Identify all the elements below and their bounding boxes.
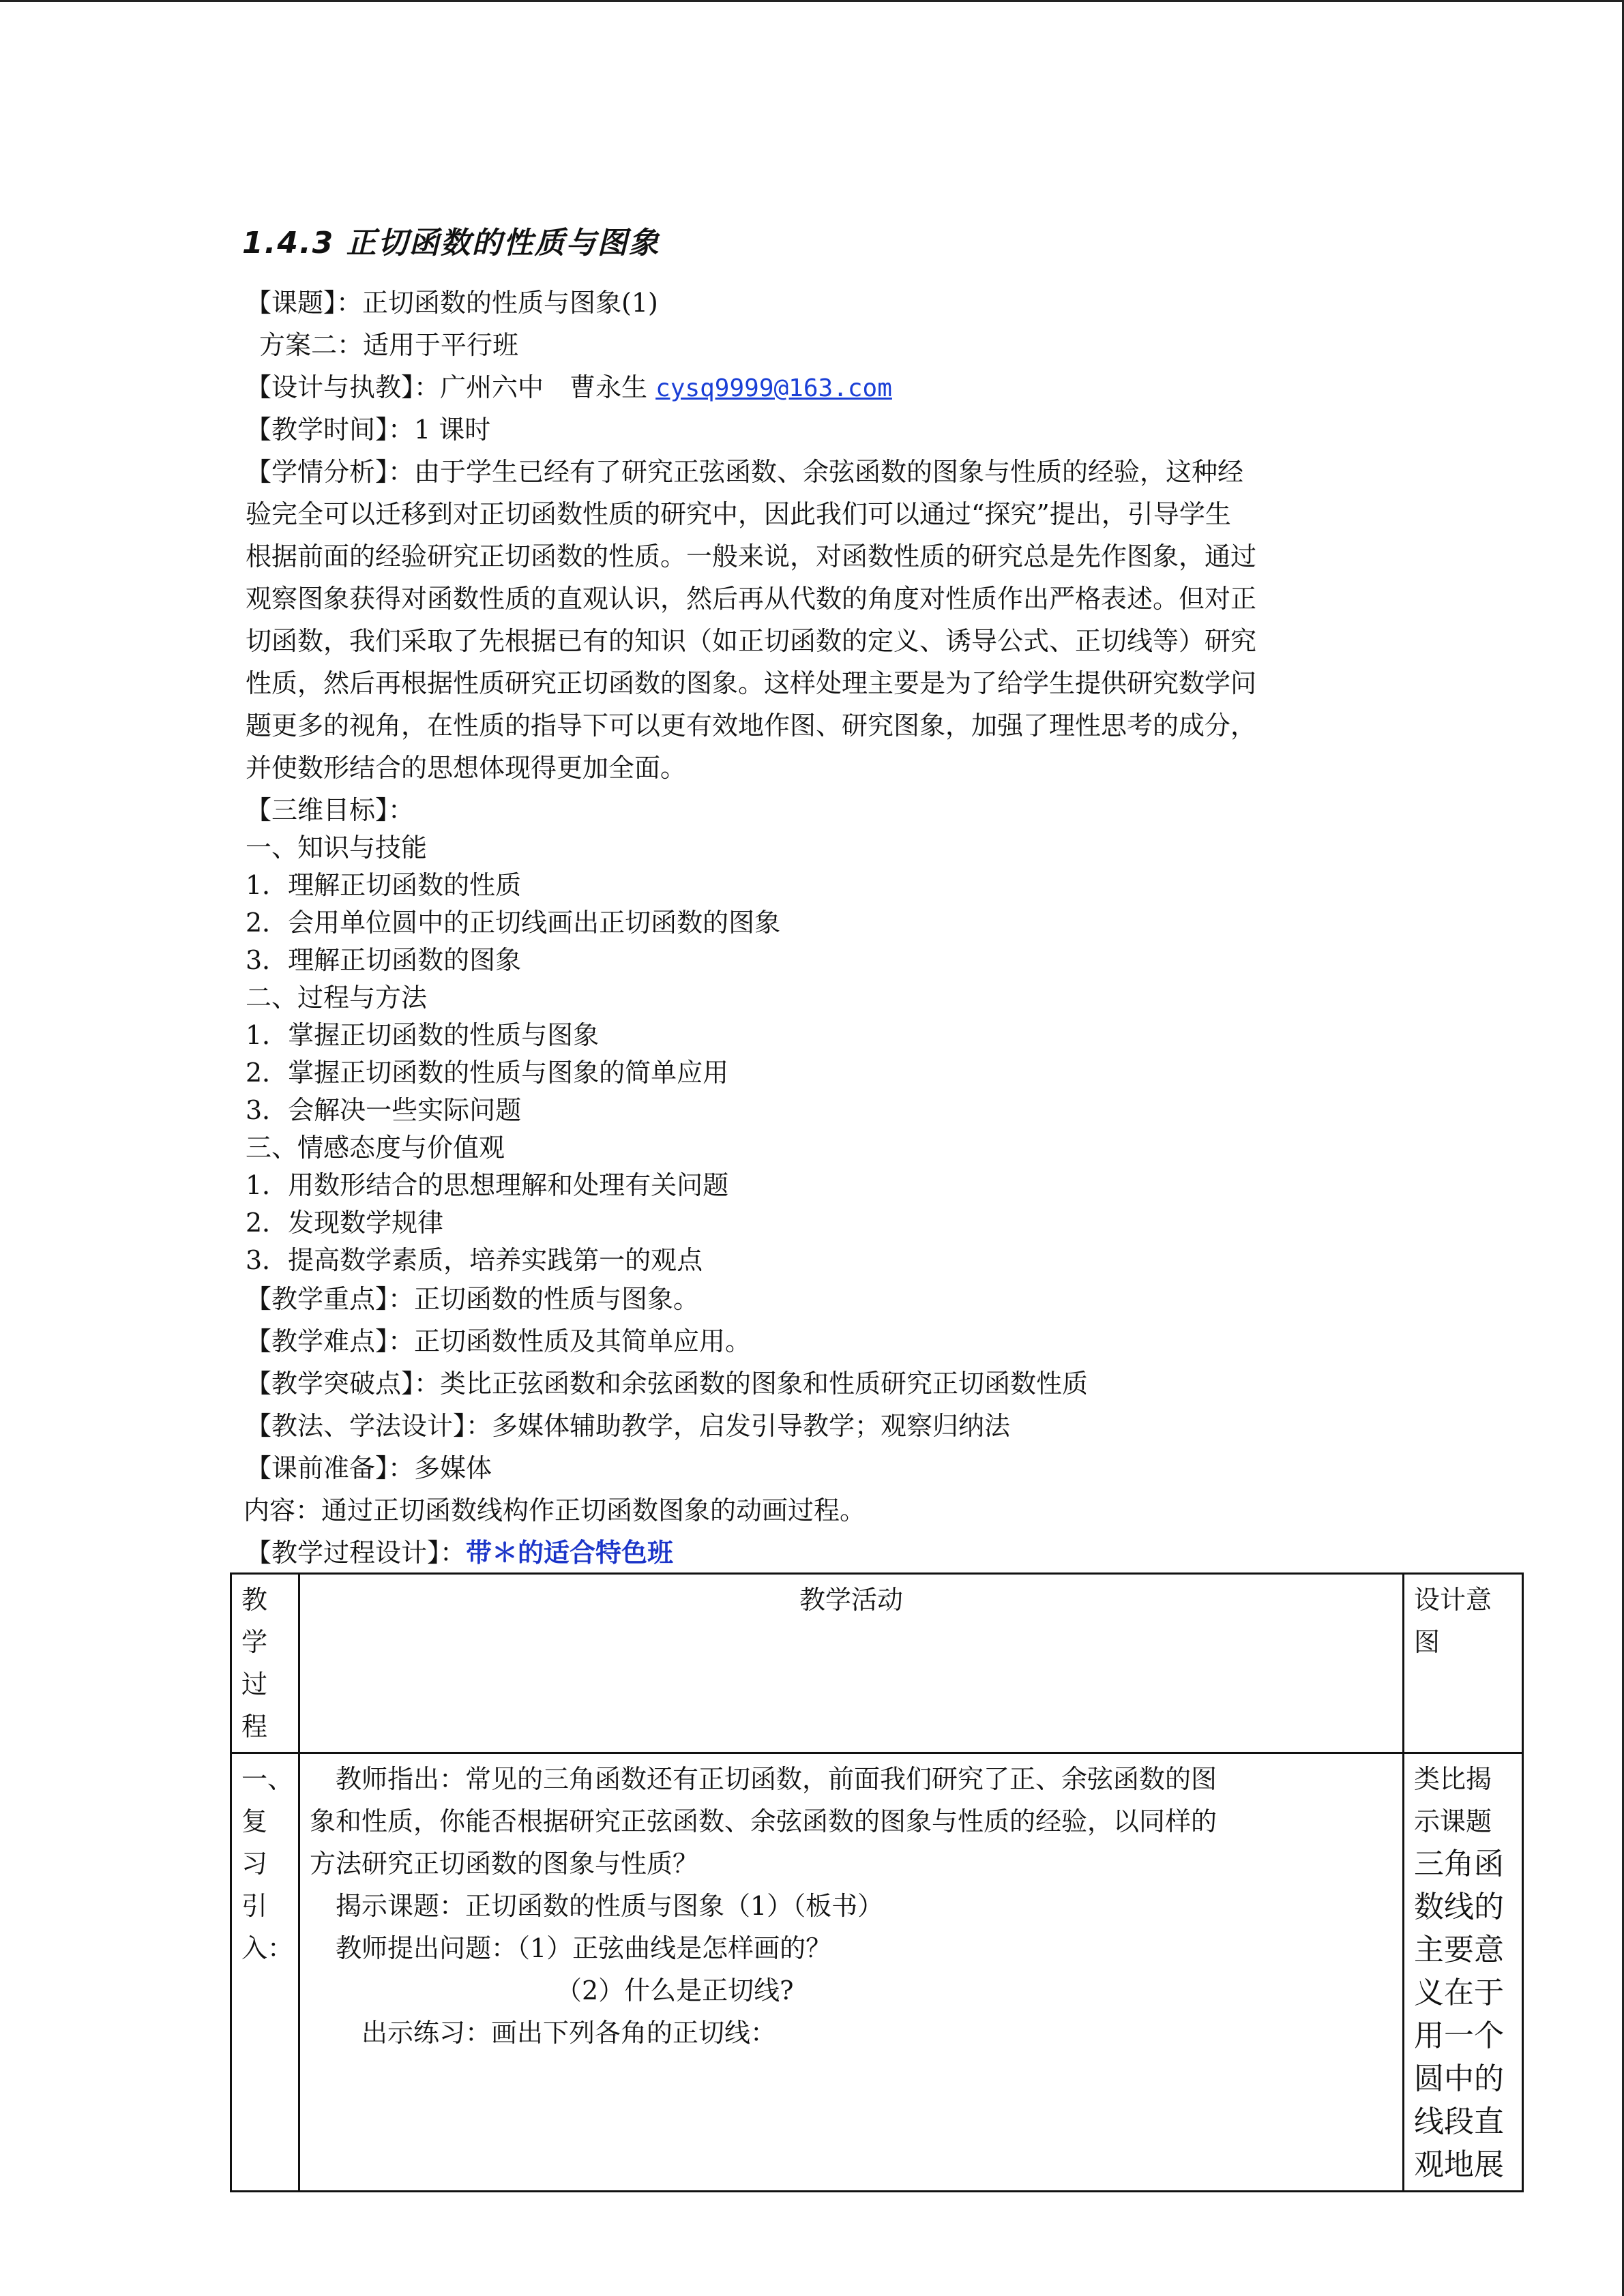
stage-cell: 一、复习引入：	[231, 1753, 299, 2192]
activity-line: 教师指出：常见的三角函数还有正切函数，前面我们研究了正、余弦函数的图	[310, 1764, 1217, 1794]
document-title: 1.4.3 正切函数的性质与图象	[242, 226, 660, 260]
header-activity: 教学活动	[299, 1574, 1404, 1753]
analysis-line: 并使数形结合的思想体现得更加全面。	[246, 753, 687, 783]
analysis-line: 观察图象获得对函数性质的直观认识，然后再从代数的角度对性质作出严格表述。但对正	[246, 584, 1257, 614]
activity-line: （2）什么是正切线?	[310, 1976, 794, 2006]
difficulty-line: 【教学难点】：正切函数性质及其简单应用。	[246, 1326, 752, 1356]
activity-line: 象和性质，你能否根据研究正弦函数、余弦函数的图象与性质的经验，以同样的	[310, 1806, 1217, 1836]
process-note: 带＊的适合特色班	[466, 1538, 674, 1568]
analysis-line: 性质，然后再根据性质研究正切函数的图象。这样处理主要是为了给学生提供研究数学问	[246, 668, 1257, 698]
goal-section-heading: 二、过程与方法	[246, 983, 428, 1013]
header-intent: 设计意图	[1404, 1574, 1523, 1753]
page-edge-top	[0, 0, 1624, 2]
goal-item: 2．发现数学规律	[246, 1208, 444, 1238]
designer-label: 【设计与执教】：广州六中 曹永生	[246, 372, 648, 402]
plan-line: 方案二：适用于平行班	[259, 330, 519, 360]
analysis-line: 【学情分析】：由于学生已经有了研究正弦函数、余弦函数的图象与性质的经验，这种经	[246, 457, 1244, 487]
prep-line: 【课前准备】：多媒体	[246, 1453, 492, 1483]
analysis-line: 切函数，我们采取了先根据已有的知识（如正切函数的定义、诱导公式、正切线等）研究	[246, 626, 1257, 656]
intent-cell	[1404, 1753, 1523, 2192]
analysis-line: 根据前面的经验研究正切函数的性质。一般来说，对函数性质的研究总是先作图象，通过	[246, 541, 1257, 571]
analysis-line: 题更多的视角，在性质的指导下可以更有效地作图、研究图象，加强了理性思考的成分，	[246, 711, 1257, 741]
process-table	[230, 1572, 1524, 2192]
intent-text: 类比揭示课题	[1414, 1764, 1492, 1836]
key-point-line: 【教学重点】：正切函数的性质与图象。	[246, 1284, 700, 1314]
method-line: 【教法、学法设计】：多媒体辅助教学，启发引导教学；观察归纳法	[246, 1411, 1011, 1441]
activity-cell	[299, 1753, 1404, 2192]
header-stage: 教学过程	[231, 1574, 299, 1753]
time-line: 【教学时间】：1 课时	[246, 415, 491, 445]
goal-section-heading: 三、情感态度与价值观	[246, 1133, 505, 1163]
goal-section-heading: 一、知识与技能	[246, 833, 428, 863]
goal-item: 1．掌握正切函数的性质与图象	[246, 1020, 600, 1050]
process-label: 【教学过程设计】：	[246, 1538, 467, 1568]
table-header-row	[231, 1574, 1523, 1753]
activity-line: 方法研究正切函数的图象与性质？	[310, 1849, 699, 1879]
topic-line: 【课题】：正切函数的性质与图象(1)	[246, 288, 658, 318]
designer-line	[246, 369, 892, 407]
goal-item: 1．理解正切函数的性质	[246, 870, 522, 900]
table-row	[231, 1753, 1523, 2192]
goal-item: 3．理解正切函数的图象	[246, 945, 522, 975]
goal-item: 3．提高数学素质，培养实践第一的观点	[246, 1245, 703, 1275]
goal-item: 3．会解决一些实际问题	[246, 1095, 522, 1125]
goal-item: 2．会用单位圆中的正切线画出正切函数的图象	[246, 908, 781, 938]
goals-heading: 【三维目标】：	[246, 795, 415, 825]
email-link[interactable]: cysq9999@163.com	[655, 374, 892, 402]
activity-line: 出示练习：画出下列各角的正切线：	[310, 2018, 777, 2048]
breakthrough-line: 【教学突破点】：类比正弦函数和余弦函数的图象和性质研究正切函数性质	[246, 1369, 1089, 1399]
goal-item: 2．掌握正切函数的性质与图象的简单应用	[246, 1058, 729, 1088]
activity-line: 教师提出问题：（1）正弦曲线是怎样画的？	[310, 1933, 832, 1963]
activity-line: 揭示课题：正切函数的性质与图象（1）（板书）	[310, 1891, 884, 1921]
goal-item: 1．用数形结合的思想理解和处理有关问题	[246, 1170, 729, 1200]
intent-detail: 三角函数线的主要意义在于用一个圆中的线段直观地展	[1414, 1847, 1504, 2182]
process-line	[246, 1534, 673, 1571]
analysis-line: 验完全可以迁移到对正切函数性质的研究中，因此我们可以通过“探究”提出，引导学生	[246, 499, 1231, 529]
content-line: 内容：通过正切函数线构作正切函数图象的动画过程。	[243, 1495, 866, 1525]
